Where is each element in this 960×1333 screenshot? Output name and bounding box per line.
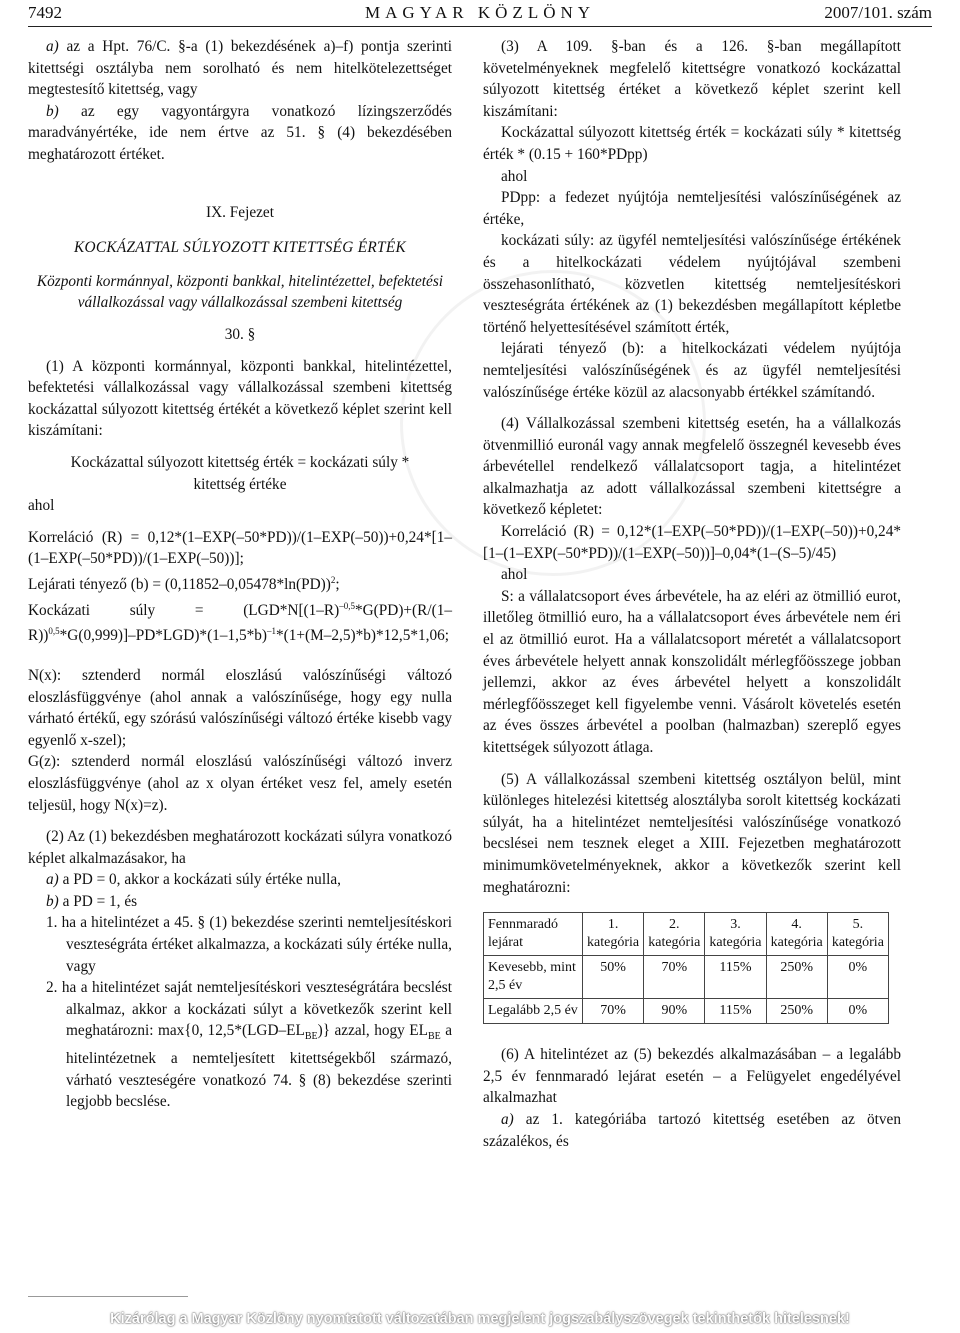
table-cell: Kevesebb, mint 2,5 év bbox=[484, 956, 583, 999]
table-header-cell: Fennmaradó lejárat bbox=[484, 913, 583, 956]
table-row bbox=[484, 999, 889, 1024]
table-header-cell: 4. kategória bbox=[766, 913, 827, 956]
table-header-cell: 3. kategória bbox=[705, 913, 766, 956]
table-cell: 0% bbox=[827, 956, 888, 999]
formula-maturity: Lejárati tényező $(b) = (0,11852-0,05478*\ln(PD))^2$; bbox=[28, 574, 340, 593]
paragraph: b) az egy vagyontárgyra vonatkozó lízingszerződés maradványértéke, ide nem értve az 51. § (4) bekezdésében meghatározott értéket. bbox=[28, 102, 452, 163]
definition-nx: N(x): sztenderd normál eloszlású valószínűségi változó eloszlásfüggvénye (ahol annak a valószínűsége, hogy egy nulla várható értékű, egy szórású valószínűségi változó értéke kisebb vagy egyenlő x-szel); bbox=[28, 666, 452, 749]
formula-risk-weight: Kockázati súly = $(LGD*N[(1-R)^{-0,5}*G(PD)+(R/(1-R))^{0,5}*G(0,999)]-PD*LGD)*(1-1,5*b)^{-1}*(1+(M-2,5)*b)*12,5*1,06$; bbox=[28, 600, 452, 645]
paragraph: a) az a Hpt. 76/C. §-a (1) bekezdésének a)–f) pontja szerinti kitettségi osztályba nem sorolható és nem hitelkötelezettséget megtestesítő kitettség, vagy bbox=[28, 38, 452, 99]
table-cell: 50% bbox=[583, 956, 644, 999]
chapter-title: KOCKÁZATTAL SÚLYOZOTT KITETTSÉG ÉRTÉK bbox=[74, 239, 406, 257]
definition-pdpp: PDpp: a fedezet nyújtója nemteljesítési valószínűségének az értéke, bbox=[483, 189, 901, 228]
list-item: 1. ha a hitelintézet a 45. § (1) bekezdése szerinti nemteljesítéskori veszteségráta értéket alkalmazza, a kockázati súly értéke nulla, vagy bbox=[46, 914, 452, 975]
paragraph: (3) A 109. §-ban és a 126. §-ban megállapított követelményeknek megfelelő kitettségre vonatkozó kockázattal súlyozott kitettség értéket a következő képlet szerint kell kiszámítani: bbox=[483, 38, 901, 120]
table-cell: 90% bbox=[644, 999, 705, 1024]
definition-risk-weight: kockázati súly: az ügyfél nemteljesítési valószínűsége értékének és a hitelkockázati védelem nyújtójával szembeni összehasonlítható, közvetlen kitettség nemteljesítéskori veszteségráta értékének az (1) bekezdésben megállapított képletbe történő helyettesítésével számított érték, bbox=[483, 232, 901, 336]
definition-gz: G(z): sztenderd normál eloszlású valószínűségi változó inverz eloszlásfüggvénye (ahol az x olyan értéket vesz fel, amely esetén teljesül, hogy N(x)=z). bbox=[28, 753, 452, 814]
page-header bbox=[28, 0, 932, 27]
label-ahol: ahol bbox=[28, 497, 55, 515]
list-item: a) a PD = 0, akkor a kockázati súly értéke nulla, bbox=[46, 871, 341, 889]
section-number: 30. § bbox=[224, 325, 256, 343]
footer-notice: Kizárólag a Magyar Közlöny nyomtatott változatában megjelent jogszabályszövegek tekinthetők hitelesnek! bbox=[110, 1311, 850, 1327]
paragraph: (1) A központi kormánnyal, központi bankkal, hitelintézettel, befektetési vállalkozással vagy vállalkozással szembeni kitettség kockázattal súlyozott kitettség értékét a következő képlet szerint kell kiszámítani: bbox=[28, 357, 452, 440]
list-item: a) az 1. kategóriába tartozó kitettség esetében az ötven százalékos, és bbox=[483, 1110, 901, 1150]
table-cell: 115% bbox=[705, 956, 766, 999]
table-header-row bbox=[484, 913, 889, 956]
right-column bbox=[483, 36, 901, 1152]
label-ahol: ahol bbox=[501, 566, 528, 584]
footer-divider bbox=[28, 1296, 188, 1297]
table-cell: 115% bbox=[705, 999, 766, 1024]
list-item: 2. ha a hitelintézet saját nemteljesítéskori veszteségrátára becslést alkalmaz, akkor a kockázati súlyt a következők szerint kell meghatározni: max{0, $12,5*(LGD-EL_{BE})$} azzal, hogy $EL_{BE}$ a hitelintézetnek a nemteljesített kitettségekből származó, várható veszteségére vonatkozó 74. § (8) bekezdése szerinti legjobb becslése. bbox=[46, 979, 452, 1111]
section-subtitle: Központi kormánnyal, központi bankkal, hitelintézettel, befektetési vállalkozással vagy vállalkozással szembeni kitettség bbox=[36, 272, 444, 312]
formula-correlation: Korreláció (R) = 0,12*(1–EXP(–50*PD))/(1–EXP(–50))+0,24*[1–(1–EXP(–50*PD))/(1–EXP(–50))]; bbox=[28, 528, 452, 568]
chapter-number: IX. Fejezet bbox=[206, 203, 274, 221]
paragraph: (6) A hitelintézet az (5) bekezdés alkalmazásában – a legalább 2,5 év fennmaradó lejárat esetén – a Felügyelet engedélyével alkalmazhat bbox=[483, 1046, 901, 1107]
table-cell: 250% bbox=[766, 956, 827, 999]
table-cell: 250% bbox=[766, 999, 827, 1024]
category-table bbox=[483, 912, 889, 1024]
formula: Kockázattal súlyozott kitettség érték = kockázati súly * kitettség érték * (0.15 + 160*PDpp) bbox=[483, 124, 901, 163]
issue-number: 2007/101. szám bbox=[824, 3, 932, 22]
table-header-cell: 5. kategória bbox=[827, 913, 888, 956]
table-cell: 70% bbox=[583, 999, 644, 1024]
journal-title: MAGYAR KÖZLÖNY bbox=[364, 3, 596, 22]
list-item: b) a PD = 1, és bbox=[46, 892, 138, 910]
label-ahol: ahol bbox=[501, 167, 528, 185]
paragraph: (2) Az (1) bekezdésben meghatározott kockázati súlyra vonatkozó képlet alkalmazásakor, ha bbox=[28, 828, 452, 867]
definition-maturity: lejárati tényező (b): a hitelkockázati védelem nyújtója nemteljesítési valószínűségének és az ügyfél nemteljesítési valószínűsége értéke közül az alacsonyabb értékkel számítandó. bbox=[483, 340, 901, 401]
page-number: 7492 bbox=[28, 3, 62, 22]
table-cell: Legalább 2,5 év bbox=[484, 999, 583, 1024]
table-header-cell: 2. kategória bbox=[644, 913, 705, 956]
paragraph: (5) A vállalkozással szembeni kitettség osztályon belül, mint különleges hitelezési kitettség alosztályba sorolt kitettség kockázati súlyát, ha a hitelintézet nemteljesítési valószínűsége vonatkozó becslései nem tesznek eleget a XIII. Fejezetben meghatározott minimumkövetelményeknek, akkor a következők szerint kell meghatározni: bbox=[483, 770, 901, 896]
paragraph: (4) Vállalkozással szembeni kitettség esetén, ha a vállalkozás ötvenmillió euronál vagy annak megfelelő összegnél kevesebb éves árbevétellel rendelkező vállalatcsoport tagja, a hitelintézet alkalmazhatja az adott vállalkozással szembeni kitettségre a következő képletet: bbox=[483, 415, 901, 519]
formula: Kockázattal súlyozott kitettség érték = kockázati súly * kitettség értéke bbox=[70, 453, 410, 493]
definition-s: S: a vállalatcsoport éves árbevétele, ha az eléri az ötmillió eurot, illetőleg ötmillió euro, ha a vállalatcsoport éves árbevétele nem éri el az ötmillió eurot. Ha a vállalatcsoport méretét a vállalatcsoport éves árbevétele helyett annak konszolidált mérlegfőösszege jobban jellemzi, akkor az éves árbevétel helyett a konszolidált mérlegfőösszeget kell figyelembe venni. Vásárolt követelés esetén az éves összes árbevétel a poolban (halmazban) szereplő egyes kitettségek súlyozott átlaga. bbox=[483, 587, 901, 756]
formula-correlation: Korreláció (R) = 0,12*(1–EXP(–50*PD))/(1–EXP(–50))+0,24*[1–(1–EXP(–50*PD))/(1–EXP(–50))]–0,04*(1–(S–5)/45) bbox=[483, 523, 901, 562]
left-column bbox=[28, 36, 452, 1113]
table-header-cell: 1. kategória bbox=[583, 913, 644, 956]
table-cell: 70% bbox=[644, 956, 705, 999]
table-cell: 0% bbox=[827, 999, 888, 1024]
table-row bbox=[484, 956, 889, 999]
